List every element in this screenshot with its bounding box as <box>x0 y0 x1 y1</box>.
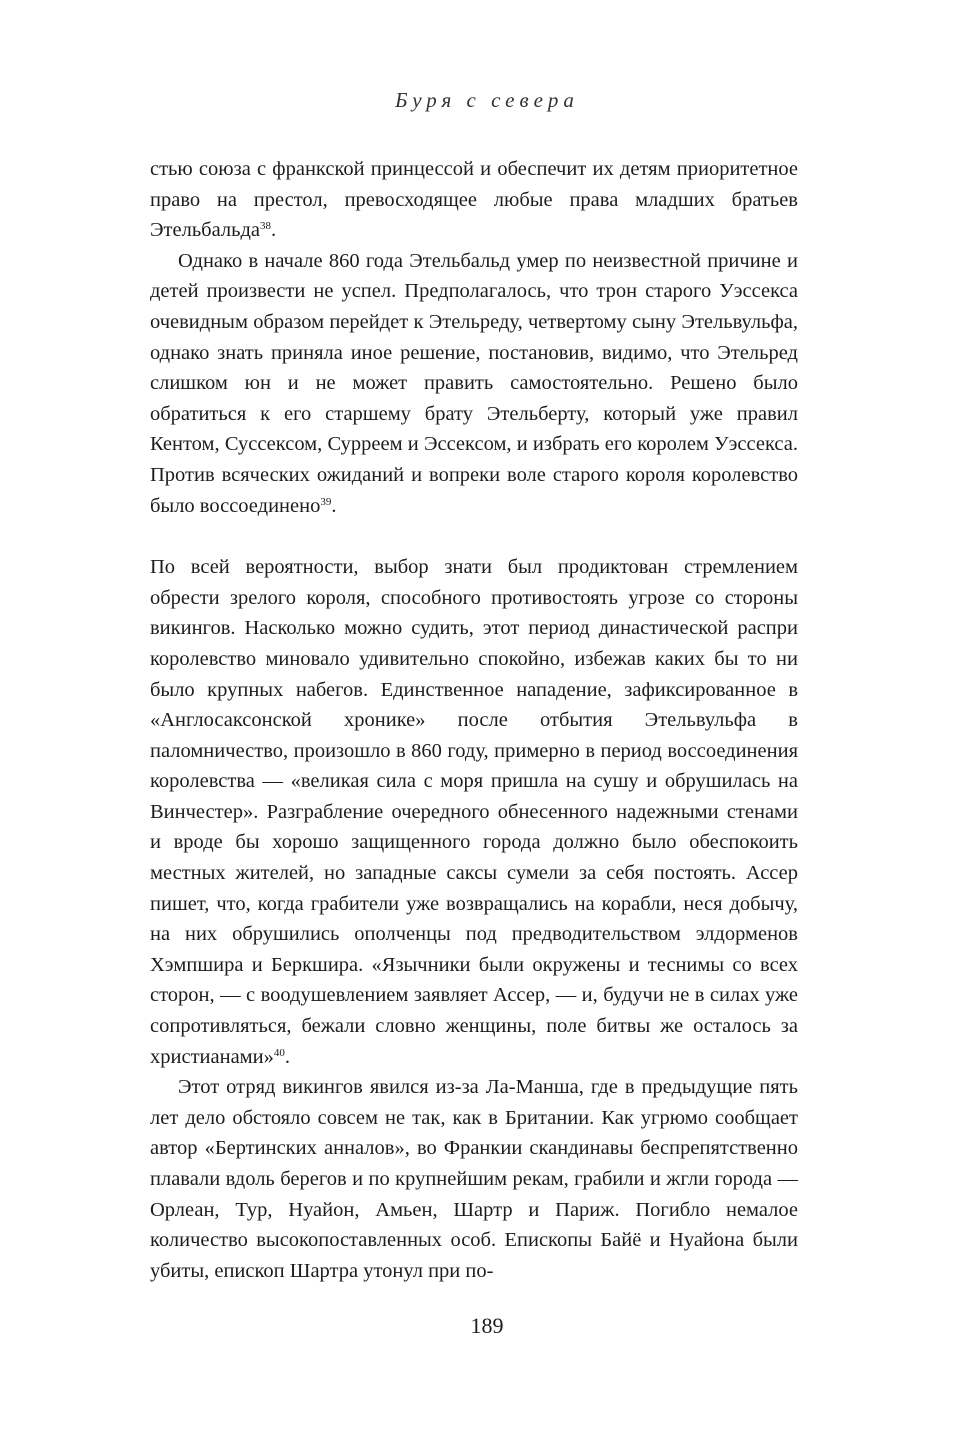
footnote-marker[interactable]: 40 <box>273 1046 285 1059</box>
paragraph-text: Этот отряд викингов явился из-за Ла-Манша, где в предыдущие пять лет дело обстояло совсем не так, как в Британии. Как угрюмо сообщает автор «Бертинских анналов», во Франкии скандинавы беспрепятственно плавали вдоль берегов и по крупнейшим рекам, грабили и жгли города — Орлеан, Тур, Нуайон, Амьен, Шартр и Париж. Погибло немалое количество высокопоставленных особ. Епископы Байё и Нуайона были убиты, епископ Шартра утонул при по- <box>150 1076 798 1282</box>
paragraph-continued <box>150 154 798 246</box>
paragraph-end: . <box>271 219 277 242</box>
paragraph-section-start <box>150 552 798 1072</box>
paragraph-text: По всей вероятности, выбор знати был продиктован стремлением обрести зрелого короля, способного противостоять угрозе со стороны викингов. Насколько можно судить, этот период династической распри королевство миновало удивительно спокойно, избежав каких бы то ни было крупных набегов. Единственное нападение, зафиксированное в «Англосаксонской хронике» после отбытия Этельвульфа в паломничество, произошло в 860 году, примерно в период воссоединения королевства — «великая сила с моря пришла на сушу и обрушилась на Винчестер». Разграбление очередного обнесенного надежными стенами и вроде бы хорошо защищенного города должно было обеспокоить местных жителей, но западные саксы сумели за себя постоять. Ассер пишет, что, когда грабители уже возвращались на корабли, неся добычу, на них обрушились ополченцы под предводительством элдорменов Хэмпшира и Беркшира. «Язычники были окружены и теснимы со всех сторон, — с воодушевлением заявляет Ассер, — и, будучи не в силах уже сопротивляться, бежали словно женщины, поле битвы же осталось за христианами» <box>150 556 798 1068</box>
running-header: Буря с севера <box>395 88 579 112</box>
paragraph-text: стью союза с франкской принцессой и обеспечит их детям приоритетное право на престол, превосходящее любые права младших братьев Этельбальда <box>150 158 798 242</box>
paragraph-end: . <box>284 1045 290 1068</box>
paragraph <box>150 246 798 521</box>
footnote-marker[interactable]: 38 <box>260 220 271 233</box>
paragraph-text: Однако в начале 860 года Этельбальд умер по неизвестной причине и детей произвести не успел. Предполагалось, что трон старого Уэссекса очевидным образом перейдет к Этельреду, четвертому сыну Этельвульфа, однако знать приняла иное решение, постановив, видимо, что Этельред слишком юн и не может править самостоятельно. Решено было обратиться к его старшему брату Этельберту, который уже правил Кентом, Суссексом, Сурреем и Эссексом, и избрать его королем Уэссекса. Против всяческих ожиданий и вопреки воле старого короля королевство было воссоединено <box>150 249 798 517</box>
body-text <box>150 154 798 1286</box>
paragraph-end: . <box>331 494 337 517</box>
paragraph <box>150 1072 798 1286</box>
page-number: 189 <box>470 1313 504 1338</box>
footnote-marker[interactable]: 39 <box>320 495 332 508</box>
